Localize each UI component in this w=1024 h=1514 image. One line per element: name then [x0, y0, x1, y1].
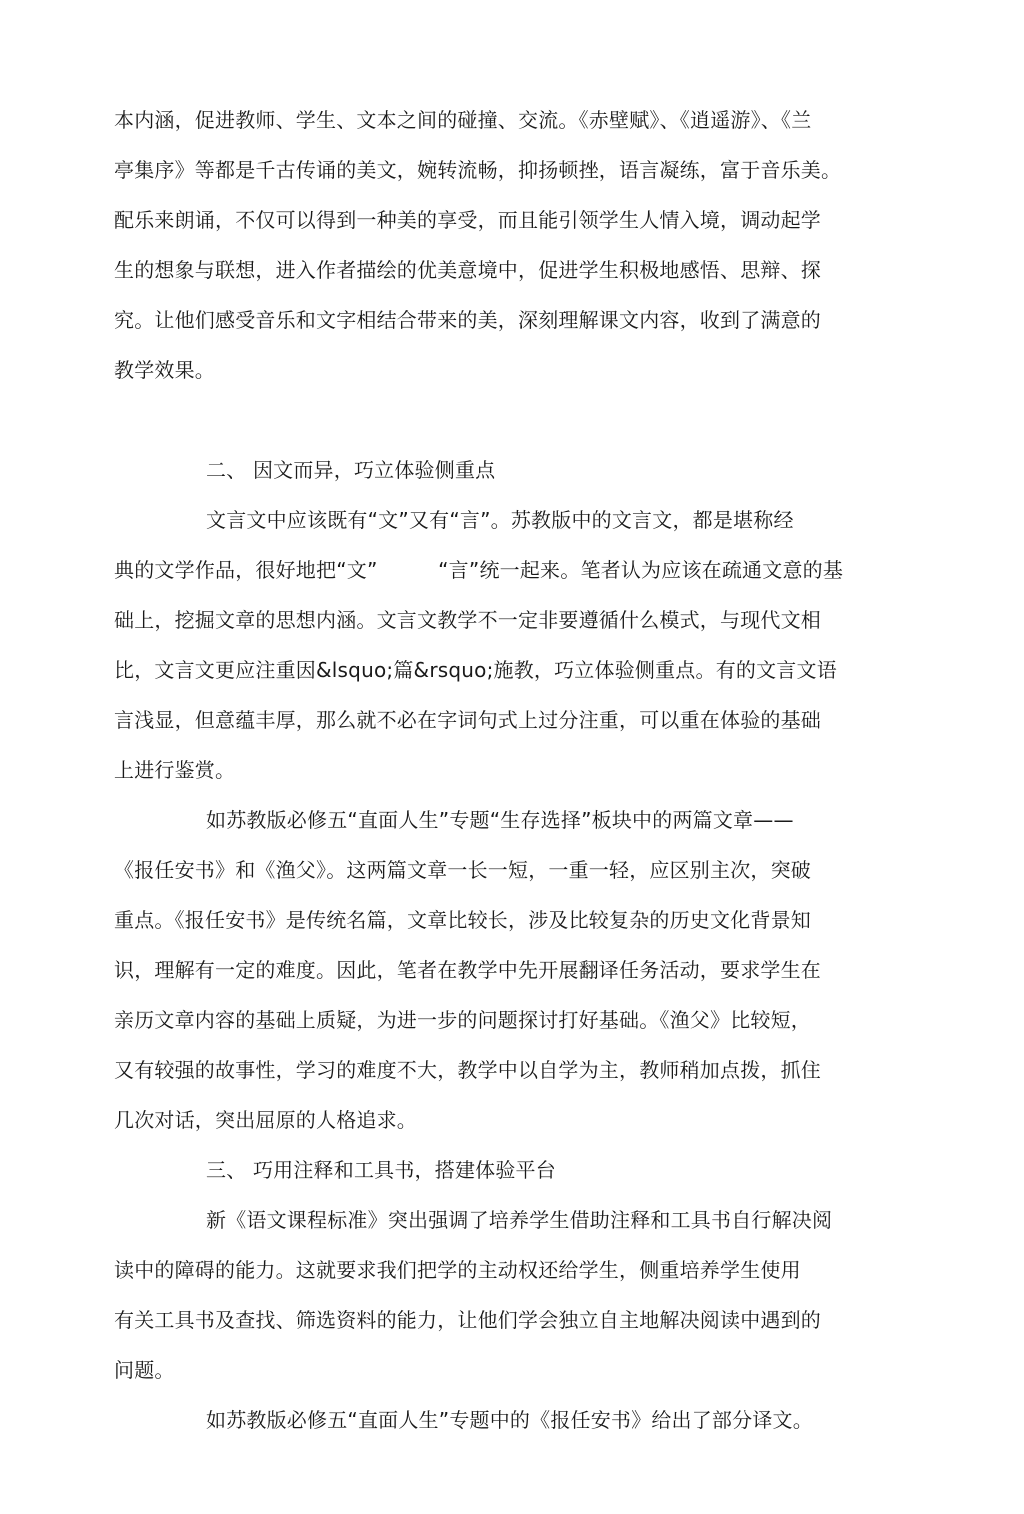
text-line-15: 《报任安书》和《渔父》。这两篇文章一长一短，一重一轻，应区别主次，突破 — [114, 858, 811, 882]
text-line-13: 上进行鉴赏。 — [114, 758, 236, 782]
text-line-3: 配乐来朗诵，不仅可以得到一种美的享受，而且能引领学生人情入境，调动起学 — [114, 208, 821, 232]
text-line-23: 读中的障碍的能力。这就要求我们把学的主动权还给学生，侧重培养学生使用 — [114, 1258, 801, 1282]
section-heading-3: 三、 巧用注释和工具书，搭建体验平台 — [206, 1158, 556, 1182]
text-line-18: 亲历文章内容的基础上质疑，为进一步的问题探讨打好基础。《渔父》比较短， — [114, 1008, 811, 1032]
text-line-22: 新《语文课程标准》突出强调了培养学生借助注释和工具书自行解决阅 — [206, 1208, 833, 1232]
text-line-2: 亭集序》等都是千古传诵的美文，婉转流畅，抑扬顿挫，语言凝练，富于音乐美。 — [114, 158, 842, 182]
text-line-1: 本内涵，促进教师、学生、文本之间的碰撞、交流。《赤壁赋》、《逍遥游》、《兰 — [114, 108, 812, 132]
text-line-5: 究。让他们感受音乐和文字相结合带来的美，深刻理解课文内容，收到了满意的 — [114, 308, 821, 332]
text-line-19: 又有较强的故事性，学习的难度不大，教学中以自学为主，教师稍加点拨，抓住 — [114, 1058, 821, 1082]
text-line-17: 识，理解有一定的难度。因此，笔者在教学中先开展翻译任务活动，要求学生在 — [114, 958, 821, 982]
text-line-26: 如苏教版必修五“直面人生”专题中的《报任安书》给出了部分译文。 — [206, 1408, 813, 1432]
text-line-16: 重点。《报任安书》是传统名篇，文章比较长，涉及比较复杂的历史文化背景知 — [114, 908, 811, 932]
section-heading-2: 二、 因文而异，巧立体验侧重点 — [206, 458, 496, 482]
text-line-24: 有关工具书及查找、筛选资料的能力，让他们学会独立自主地解决阅读中遇到的 — [114, 1308, 821, 1332]
text-line-6: 教学效果。 — [114, 358, 215, 382]
text-line-25: 问题。 — [114, 1358, 175, 1382]
text-line-14: 如苏教版必修五“直面人生”专题“生存选择”板块中的两篇文章—— — [206, 808, 794, 832]
text-line-4: 生的想象与联想，进入作者描绘的优美意境中，促进学生积极地感悟、思辩、探 — [114, 258, 821, 282]
text-line-12: 言浅显，但意蕴丰厚，那么就不必在字词句式上过分注重，可以重在体验的基础 — [114, 708, 821, 732]
text-line-9: 典的文学作品，很好地把“文” “言”统一起来。笔者认为应该在疏通文意的基 — [114, 558, 844, 582]
text-line-10: 础上，挖掘文章的思想内涵。文言文教学不一定非要遵循什么模式，与现代文相 — [114, 608, 821, 632]
text-line-11: 比，文言文更应注重因&lsquo;篇&rsquo;施教，巧立体验侧重点。有的文言文语 — [114, 658, 837, 682]
text-line-20: 几次对话，突出屈原的人格追求。 — [114, 1108, 417, 1132]
text-line-8: 文言文中应该既有“文”又有“言”。苏教版中的文言文，都是堪称经 — [206, 508, 794, 532]
